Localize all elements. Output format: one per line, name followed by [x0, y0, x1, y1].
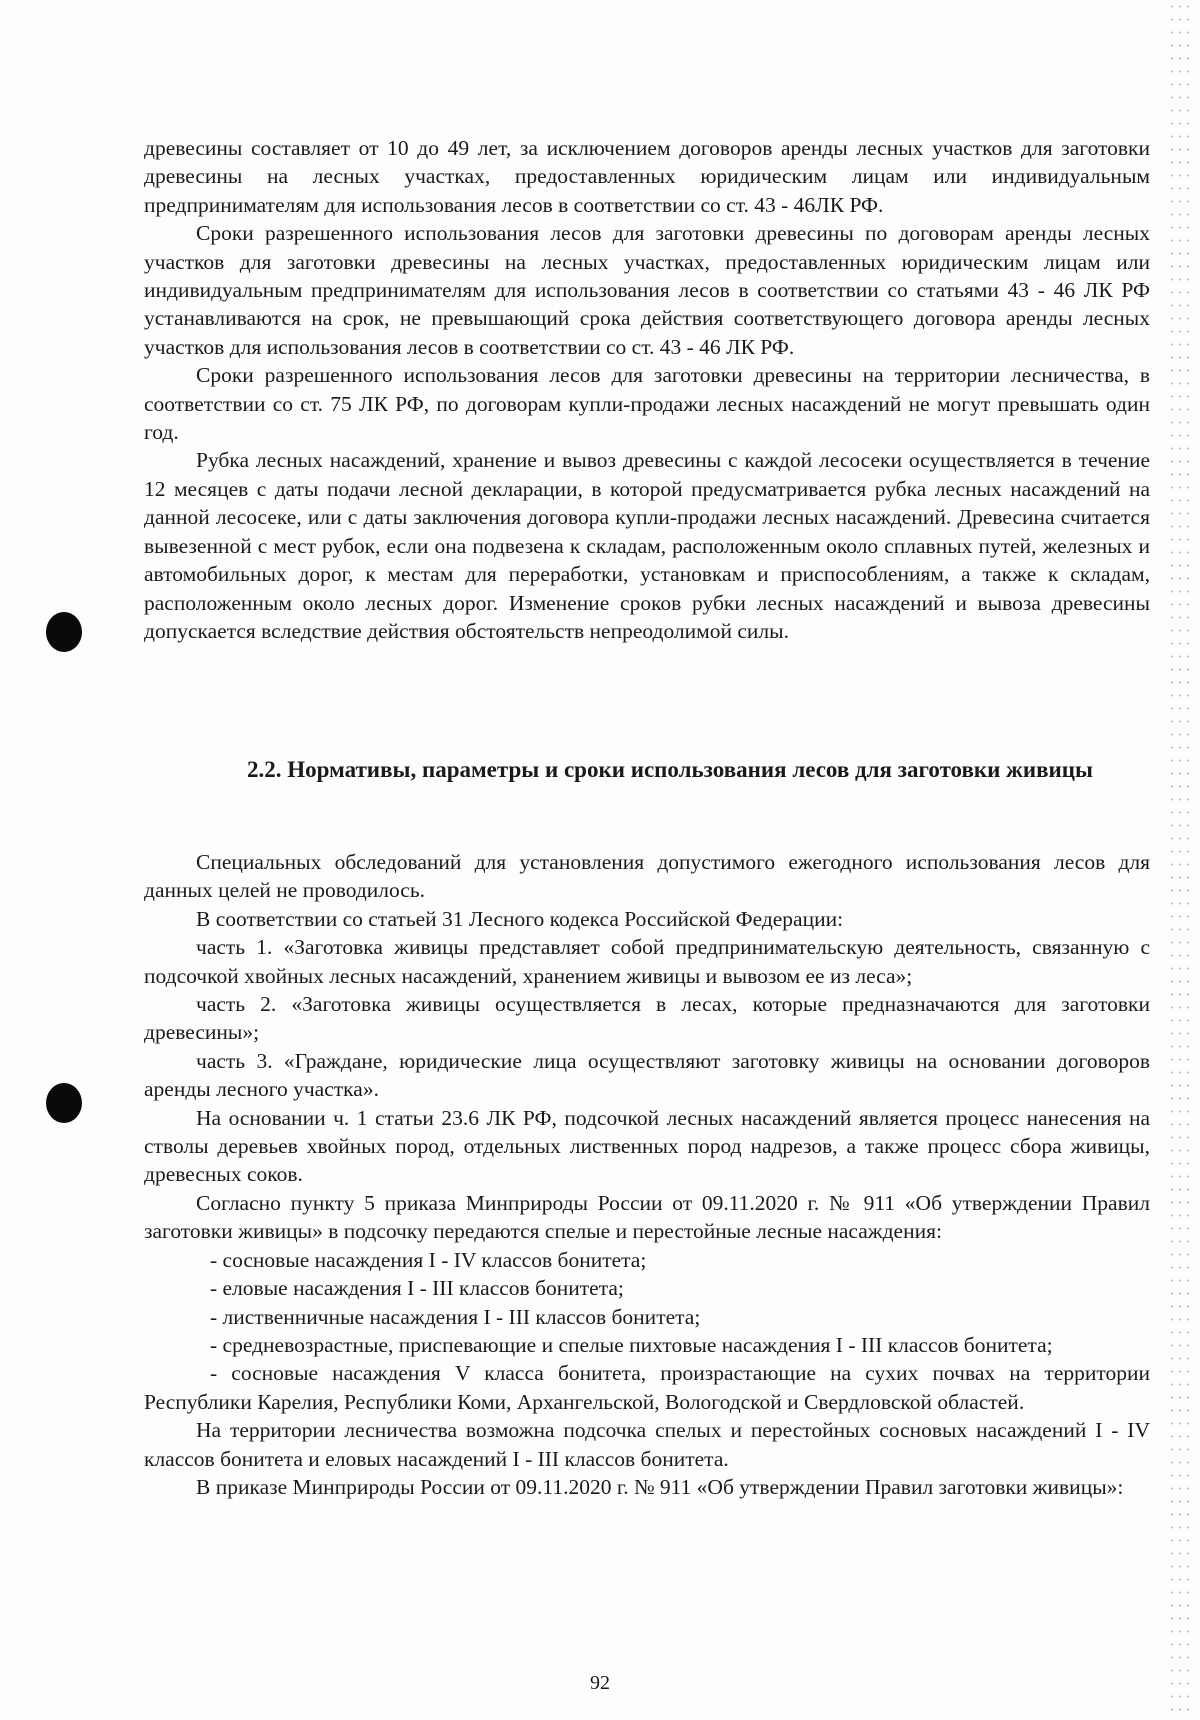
section-heading: 2.2. Нормативы, параметры и сроки использования лесов для заготовки живицы [247, 757, 1093, 782]
page-number: 92 [590, 1672, 610, 1694]
paragraph-sale-terms: Сроки разрешенного использования лесов для заготовки древесины на территории лесничества, в соответствии со ст. 75 ЛК РФ, по договорам купли-продажи лесных насаждений не могут превышать один год. [144, 363, 1150, 445]
paragraph-part-3: часть 3. «Граждане, юридические лица осуществляют заготовку живицы на основании договоров аренды лесного участка». [144, 1048, 1150, 1102]
paragraph-order-reference: В приказе Минприроды России от 09.11.2020 г. № 911 «Об утверждении Правил заготовки живицы»: [196, 1474, 1124, 1499]
paragraph-forestry-tapping: На территории лесничества возможна подсочка спелых и перестойных сосновых насаждений I - IV классов бонитета и еловых насаждений I - III классов бонитета. [144, 1418, 1150, 1471]
paragraph-lease-terms: Сроки разрешенного использования лесов для заготовки древесины по договорам аренды лесных участков для заготовки древесины на лесных участках, предоставленных юридическим лицам или индивидуальным предпринимателям для использования лесов в соответствии со статьями 43 - 46 ЛК РФ устанавливаются на срок, не превышающий срока действия соответствующего договора аренды лесных участков для использования лесов в соответствии со ст. 43 - 46 ЛК РФ. [144, 221, 1150, 359]
list-item: - еловые насаждения I - III классов бонитета; [210, 1276, 624, 1301]
list-item: - сосновые насаждения V класса бонитета, произрастающие на сухих почвах на территории Республики Карелия, Республики Коми, Архангельской, Вологодской и Свердловской областей. [144, 1361, 1150, 1414]
bottom-text-block [144, 848, 1150, 1501]
paragraph-surveys: Специальных обследований для установления допустимого ежегодного использования лесов для данных целей не проводилось. [144, 850, 1150, 903]
punch-hole-icon [46, 612, 82, 652]
list-item: - лиственничные насаждения I - III классов бонитета; [210, 1304, 701, 1329]
top-text-block [144, 134, 1150, 645]
punch-hole-icon [46, 1083, 82, 1123]
paragraph-continuation: древесины составляет от 10 до 49 лет, за исключением договоров аренды лесных участков для заготовки древесины на лесных участках, предоставленных юридическим лицам или индивидуальным предпринимателям для использования лесов в соответствии со ст. 43 - 46ЛК РФ. [144, 136, 1150, 217]
paragraph-part-2: часть 2. «Заготовка живицы осуществляется в лесах, которые предназначаются для заготовки древесины»; [144, 992, 1150, 1045]
paragraph-felling-terms: Рубка лесных насаждений, хранение и вывоз древесины с каждой лесосеки осуществляется в течение 12 месяцев с даты подачи лесной декларации, в которой предусматривается рубка лесных насаждений на данной лесосеке, или с даты заключения договора купли-продажи лесных насаждений. Древесина считается вывезенной с мест рубок, если она подвезена к складам, расположенным около сплавных путей, железных и автомобильных дорог, к местам для переработки, установкам и приспособлениям, а также к складам, расположенным около лесных дорог. Изменение сроков рубки лесных насаждений и вывоза древесины допускается вследствие действия обстоятельств непреодолимой силы. [144, 448, 1150, 643]
paragraph-order-911: Согласно пункту 5 приказа Минприроды России от 09.11.2020 г. № 911 «Об утверждении Правил заготовки живицы» в подсочку передаются спелые и перестойные лесные насаждения: [144, 1190, 1150, 1244]
paragraph-article-31: В соответствии со статьей 31 Лесного кодекса Российской Федерации: [196, 906, 844, 931]
scan-edge-noise [1168, 0, 1190, 1720]
paragraph-part-1: часть 1. «Заготовка живицы представляет собой предпринимательскую деятельность, связанную с подсочкой хвойных лесных насаждений, хранением живицы и вывозом ее из леса»; [144, 935, 1150, 988]
list-item: - сосновые насаждения I - IV классов бонитета; [210, 1247, 647, 1272]
list-item: - средневозрастные, приспевающие и спелые пихтовые насаждения I - III классов бонитета; [210, 1332, 1053, 1357]
paragraph-tapping-definition: На основании ч. 1 статьи 23.6 ЛК РФ, подсочкой лесных насаждений является процесс нанесения на стволы деревьев хвойных пород, отдельных лиственных пород надрезов, а также процесс сбора живицы, древесных соков. [144, 1105, 1150, 1187]
